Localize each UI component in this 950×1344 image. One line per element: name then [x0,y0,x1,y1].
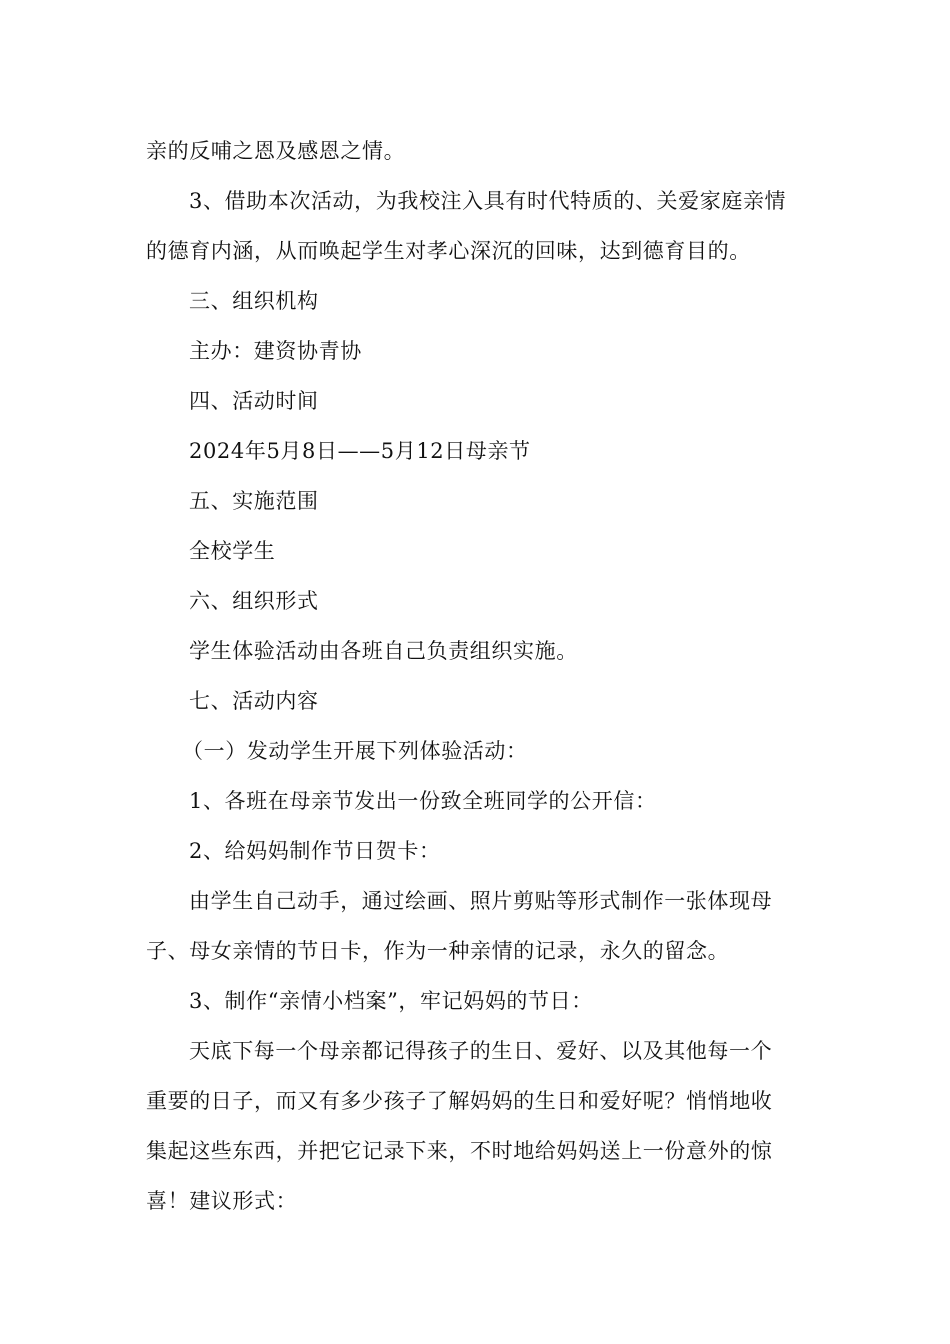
section-heading-scope: 五、实施范围 [189,489,319,513]
activity-item-3-description-line-4: 喜！建议形式： [146,1189,298,1213]
activity-item-2-description: 由学生自己动手，通过绘画、照片剪贴等形式制作一张体现母 [189,889,773,913]
section-heading-organization: 三、组织机构 [189,289,319,313]
subsection-heading-activities: （一）发动学生开展下列体验活动： [182,739,528,763]
activity-item-3-description-line-3: 集起这些东西，并把它记录下来，不时地给妈妈送上一份意外的惊 [146,1139,773,1163]
paragraph-continuation: 亲的反哺之恩及感恩之情。 [146,139,406,163]
activity-item-3-description-line-2: 重要的日子，而又有多少孩子了解妈妈的生日和爱好呢？悄悄地收 [146,1089,773,1113]
activity-item-3-description: 天底下每一个母亲都记得孩子的生日、爱好、以及其他每一个 [189,1039,773,1063]
format-text: 学生体验活动由各班自己负责组织实施。 [189,639,578,663]
activity-date-range: 2024年5月8日——5月12日母亲节 [189,439,531,463]
section-heading-format: 六、组织形式 [189,589,319,613]
activity-item-2: 2、给妈妈制作节日贺卡： [189,839,441,863]
organizer-text: 主办：建资协青协 [189,339,362,363]
activity-item-2-description-continued: 子、母女亲情的节日卡，作为一种亲情的记录，永久的留念。 [146,939,730,963]
scope-text: 全校学生 [189,539,276,563]
paragraph-item-3: 3、借助本次活动，为我校注入具有时代特质的、关爱家庭亲情 [189,189,787,213]
activity-item-3: 3、制作“亲情小档案”，牢记妈妈的节日： [189,989,593,1013]
section-heading-content: 七、活动内容 [189,689,319,713]
paragraph-item-3-continued: 的德育内涵，从而唤起学生对孝心深沉的回味，达到德育目的。 [146,239,751,263]
activity-item-1: 1、各班在母亲节发出一份致全班同学的公开信： [189,789,657,813]
section-heading-time: 四、活动时间 [189,389,319,413]
